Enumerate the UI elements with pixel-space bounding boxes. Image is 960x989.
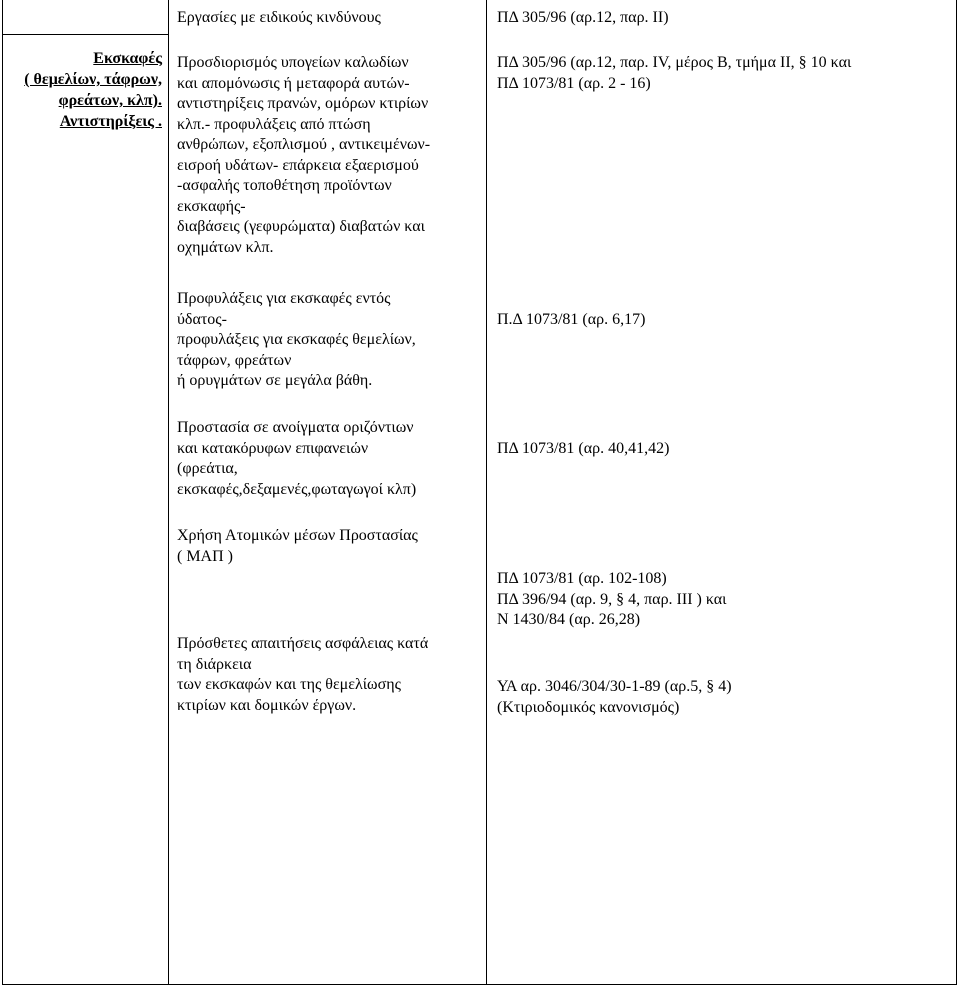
category-line: Εκσκαφές bbox=[93, 50, 162, 67]
task-header bbox=[177, 8, 477, 29]
task-line: τάφρων, φρεάτων bbox=[177, 351, 292, 369]
reference-cell bbox=[497, 310, 937, 331]
category-line: ( θεμελίων, τάφρων, bbox=[24, 71, 162, 88]
reference-line: ΠΔ 1073/81 (αρ. 2 - 16) bbox=[497, 74, 651, 92]
task-line: και απομόνωσις ή μεταφορά αυτών- bbox=[177, 74, 410, 92]
task-line: τη διάρκεια bbox=[177, 655, 252, 673]
task-line: εκσκαφές,δεξαμενές,φωταγωγοί κλπ) bbox=[177, 480, 417, 498]
task-line: κλπ.- προφυλάξεις από πτώση bbox=[177, 115, 371, 133]
reference-cell bbox=[497, 569, 937, 631]
reference-line: ΠΔ 1073/81 (αρ. 102-108) bbox=[497, 570, 667, 587]
task-line: ύδατος- bbox=[177, 310, 227, 328]
table-border-bottom bbox=[2, 984, 957, 985]
reference-line: Ν 1430/84 (αρ. 26,28) bbox=[497, 611, 641, 628]
task-cell bbox=[177, 526, 477, 567]
reference-line: ΠΔ 1073/81 (αρ. 40,41,42) bbox=[497, 440, 670, 457]
reference-line: (Κτιριοδομικός κανονισμός) bbox=[497, 698, 680, 716]
task-cell bbox=[177, 53, 477, 258]
task-line: προφυλάξεις για εκσκαφές θεμελίων, bbox=[177, 331, 416, 348]
task-line: κτιρίων και δομικών έργων. bbox=[177, 696, 357, 714]
category-line: φρεάτων, κλπ). bbox=[58, 92, 162, 109]
task-line: ( ΜΑΠ ) bbox=[177, 547, 233, 565]
category-cell bbox=[6, 48, 162, 132]
task-line: και κατακόρυφων επιφανειών bbox=[177, 439, 369, 457]
task-line: αντιστηρίξεις πρανών, ομόρων κτιρίων bbox=[177, 95, 429, 112]
task-cell bbox=[177, 418, 477, 500]
reference-line: ΠΔ 396/94 (αρ. 9, § 4, παρ. ΙΙΙ ) και bbox=[497, 590, 727, 608]
column-divider-2 bbox=[486, 0, 487, 985]
column-divider-1 bbox=[168, 0, 169, 985]
task-line: διαβάσεις (γεφυρώματα) διαβατών και bbox=[177, 218, 425, 235]
reference-line: Π.Δ 1073/81 (αρ. 6,17) bbox=[497, 311, 646, 328]
task-line: -ασφαλής τοποθέτηση προϊόντων bbox=[177, 177, 392, 194]
reference-header bbox=[497, 8, 937, 29]
reference-line: ΥΑ αρ. 3046/304/30-1-89 (αρ.5, § 4) bbox=[497, 678, 732, 695]
reference-cell bbox=[497, 53, 937, 94]
task-line: Προσδιορισμός υπογείων καλωδίων bbox=[177, 54, 409, 71]
reference-cell bbox=[497, 677, 937, 718]
task-line: ανθρώπων, εξοπλισμού , αντικειμένων- bbox=[177, 136, 431, 153]
reference-cell bbox=[497, 439, 937, 460]
task-line: Πρόσθετες απαιτήσεις ασφάλειας κατά bbox=[177, 635, 429, 652]
task-cell bbox=[177, 289, 477, 392]
table-border-left bbox=[2, 0, 3, 985]
task-line: Χρήση Ατομικών μέσων Προστασίας bbox=[177, 527, 418, 544]
task-line: Προστασία σε ανοίγματα οριζόντιων bbox=[177, 419, 414, 436]
task-header-text: Εργασίες με ειδικούς κινδύνους bbox=[177, 9, 381, 26]
category-line: Αντιστηρίξεις . bbox=[59, 113, 162, 130]
task-line: ή ορυγμάτων σε μεγάλα βάθη. bbox=[177, 372, 373, 389]
task-line: (φρεάτια, bbox=[177, 460, 238, 477]
table-border-right bbox=[956, 0, 957, 985]
reference-line: ΠΔ 305/96 (αρ.12, παρ. ΙV, μέρος Β, τμήμα ΙΙ, § 10 και bbox=[497, 54, 852, 71]
table-border-top-left bbox=[2, 34, 169, 35]
task-line: εισροή υδάτων- επάρκεια εξαερισμού bbox=[177, 156, 419, 174]
task-line: οχημάτων κλπ. bbox=[177, 238, 274, 256]
task-line: εκσκαφής- bbox=[177, 197, 246, 215]
reference-header-text: ΠΔ 305/96 (αρ.12, παρ. ΙΙ) bbox=[497, 9, 669, 26]
task-line: Προφυλάξεις για εκσκαφές εντός bbox=[177, 290, 391, 307]
task-cell bbox=[177, 634, 477, 716]
task-line: των εκσκαφών και της θεμελίωσης bbox=[177, 676, 401, 693]
